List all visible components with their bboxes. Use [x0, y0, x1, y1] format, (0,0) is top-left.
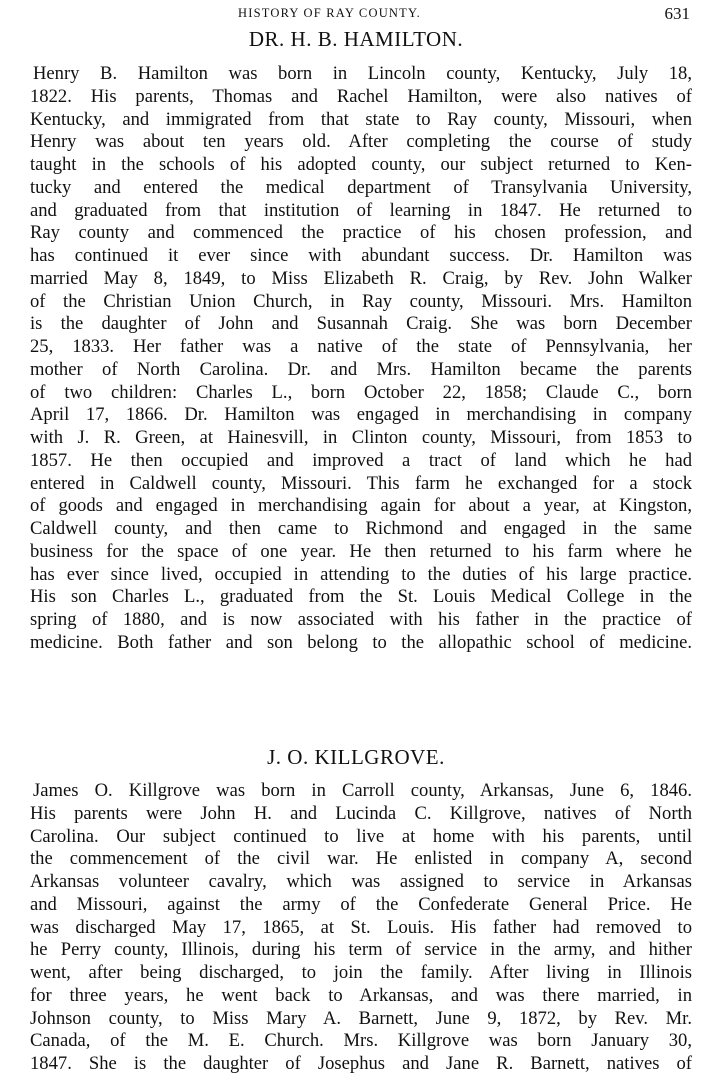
page-number: 631 — [664, 4, 690, 23]
text-line: the commencement of the civil war. He enlisted in company A, second — [30, 848, 692, 870]
text-line: has continued it ever since with abundant success. Dr. Hamilton was — [30, 245, 692, 266]
text-line: has ever since lived, occupied in attending to the duties of his large practice. — [30, 563, 692, 585]
text-line: with J. R. Green, at Hainesvill, in Clinton county, Missouri, from 1853 to — [30, 427, 692, 448]
biography-paragraph-hamilton — [30, 63, 692, 655]
text-line: he Perry county, Illinois, during his term of service in the army, and hither — [30, 939, 692, 961]
text-line: April 17, 1866. Dr. Hamilton was engaged in merchandising in company — [30, 404, 692, 426]
text-line: James O. Killgrove was born in Carroll county, Arkansas, June 6, 1846. — [33, 780, 692, 801]
running-head — [0, 4, 712, 24]
text-line: 1847. She is the daughter of Josephus and Jane R. Barnett, natives of — [30, 1053, 692, 1074]
text-line: 1822. His parents, Thomas and Rachel Hamilton, were also natives of — [30, 85, 692, 107]
text-line: medicine. Both father and son belong to the allopathic school of medicine. — [30, 631, 692, 653]
text-line: Ray county and commenced the practice of his chosen profession, and — [30, 222, 692, 244]
text-line: Kentucky, and immigrated from that state to Ray county, Missouri, when — [30, 108, 692, 130]
text-line: and graduated from that institution of learning in 1847. He returned to — [30, 199, 692, 221]
text-line: is the daughter of John and Susannah Craig. She was born December — [30, 313, 692, 335]
text-line: of two children: Charles L., born October 22, 1858; Claude C., born — [30, 381, 692, 403]
text-line: Henry was about ten years old. After completing the course of study — [30, 131, 692, 153]
text-line: of the Christian Union Church, in Ray county, Missouri. Mrs. Hamilton — [30, 290, 692, 312]
running-head-title: HISTORY OF RAY COUNTY. — [238, 6, 421, 20]
text-line: business for the space of one year. He then returned to his farm where he — [30, 540, 692, 562]
text-line: Arkansas volunteer cavalry, which was assigned to service in Arkansas — [30, 871, 692, 892]
text-line: tucky and entered the medical department of Transylvania University, — [30, 176, 692, 198]
text-line: 25, 1833. Her father was a native of the state of Pennsylvania, her — [30, 336, 692, 357]
text-line: Carolina. Our subject continued to live at home with his parents, until — [30, 825, 692, 847]
biography-paragraph-killgrove — [30, 780, 692, 1076]
text-line: for three years, he went back to Arkansas, and was there married, in — [30, 984, 692, 1006]
text-line: His parents were John H. and Lucinda C. Killgrove, natives of North — [30, 802, 692, 824]
text-line: taught in the schools of his adopted county, our subject returned to Ken- — [30, 154, 692, 175]
text-line: and Missouri, against the army of the Confederate General Price. He — [30, 893, 692, 915]
text-line: Caldwell county, and then came to Richmond and engaged in the same — [30, 518, 692, 539]
text-line: spring of 1880, and is now associated with his father in the practice of — [30, 609, 692, 630]
section-heading-killgrove: J. O. KILLGROVE. — [267, 745, 445, 769]
section-heading-hamilton: DR. H. B. HAMILTON. — [248, 27, 464, 51]
text-line: Henry B. Hamilton was born in Lincoln county, Kentucky, July 18, — [33, 63, 692, 84]
text-line: Canada, of the M. E. Church. Mrs. Killgrove was born January 30, — [30, 1030, 692, 1052]
text-line: entered in Caldwell county, Missouri. This farm he exchanged for a stock — [30, 472, 692, 494]
text-line: Johnson county, to Miss Mary A. Barnett, June 9, 1872, by Rev. Mr. — [30, 1007, 692, 1029]
text-line: went, after being discharged, to join the family. After living in Illinois — [30, 962, 692, 983]
text-line: married May 8, 1849, to Miss Elizabeth R. Craig, by Rev. John Walker — [30, 267, 692, 289]
text-line: of goods and engaged in merchandising again for about a year, at Kingston, — [30, 495, 692, 517]
text-line: His son Charles L., graduated from the St. Louis Medical College in the — [30, 586, 692, 608]
text-line: was discharged May 17, 1865, at St. Louis. His father had removed to — [30, 916, 692, 938]
text-line: 1857. He then occupied and improved a tract of land which he had — [30, 449, 692, 471]
text-line: mother of North Carolina. Dr. and Mrs. Hamilton became the parents — [30, 358, 692, 380]
